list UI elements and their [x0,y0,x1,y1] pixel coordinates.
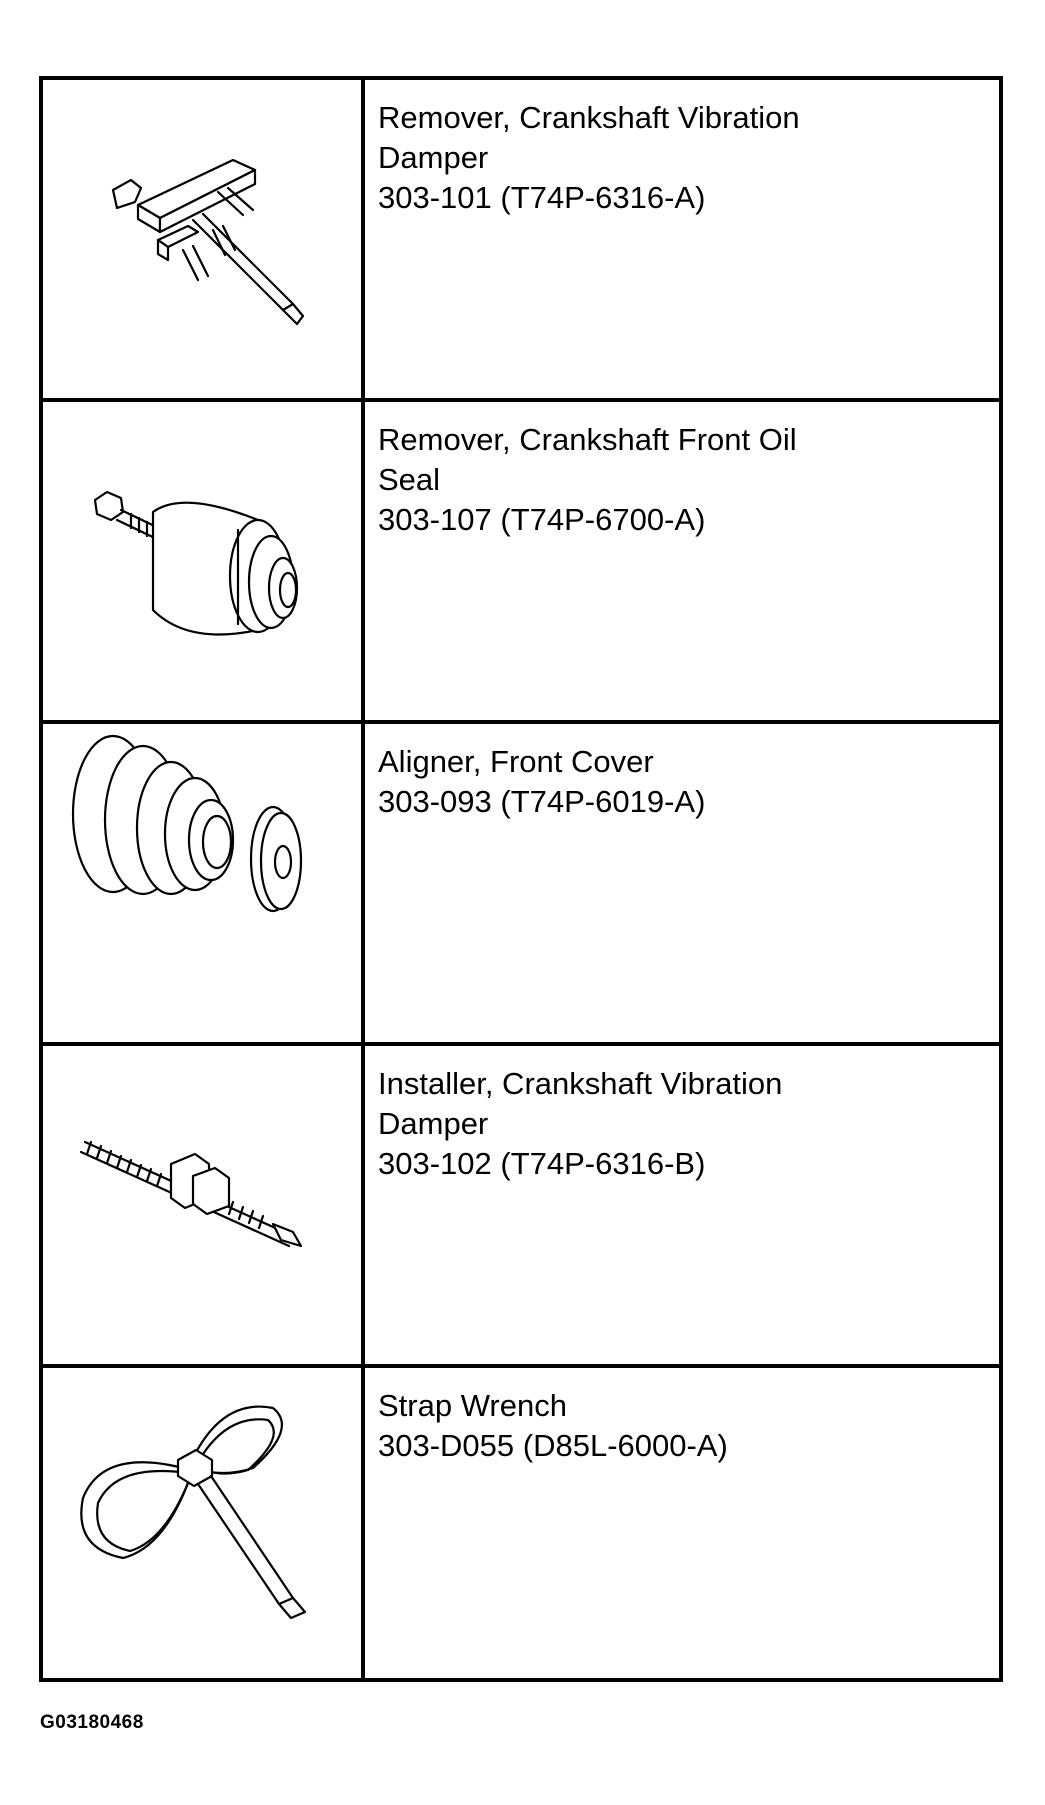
column-divider [361,1046,365,1364]
tool-part-number: 303-D055 (D85L-6000-A) [378,1428,728,1463]
column-divider [361,1368,365,1678]
tool-part-number: 303-107 (T74P-6700-A) [378,502,706,537]
tool-row [43,724,999,1042]
figure-id: G03180468 [40,1712,144,1733]
tool-part-number: 303-102 (T74P-6316-B) [378,1146,706,1181]
tool-name: Aligner, Front Cover [378,744,654,779]
front-cover-aligner-icon [43,724,361,1042]
column-divider [361,402,365,720]
tool-part-number: 303-093 (T74P-6019-A) [378,784,706,819]
column-divider [361,724,365,1042]
tool-name: Installer, Crankshaft Vibration Damper [378,1066,783,1141]
tool-part-number: 303-101 (T74P-6316-A) [378,180,706,215]
tool-row [43,1368,999,1678]
tool-row [43,80,999,398]
vibration-damper-remover-icon [43,80,361,398]
tool-description [378,1386,978,1466]
tool-row [43,1046,999,1364]
special-tools-table [39,76,1003,1682]
tool-row [43,402,999,720]
tool-name: Strap Wrench [378,1388,567,1423]
tool-description [378,1064,978,1184]
tool-name: Remover, Crankshaft Front Oil Seal [378,422,797,497]
tool-description [378,742,978,822]
tool-description [378,98,978,218]
strap-wrench-icon [43,1368,361,1678]
front-oil-seal-remover-icon [43,402,361,720]
tool-description [378,420,978,540]
vibration-damper-installer-icon [43,1046,361,1364]
tool-name: Remover, Crankshaft Vibration Damper [378,100,800,175]
column-divider [361,80,365,398]
